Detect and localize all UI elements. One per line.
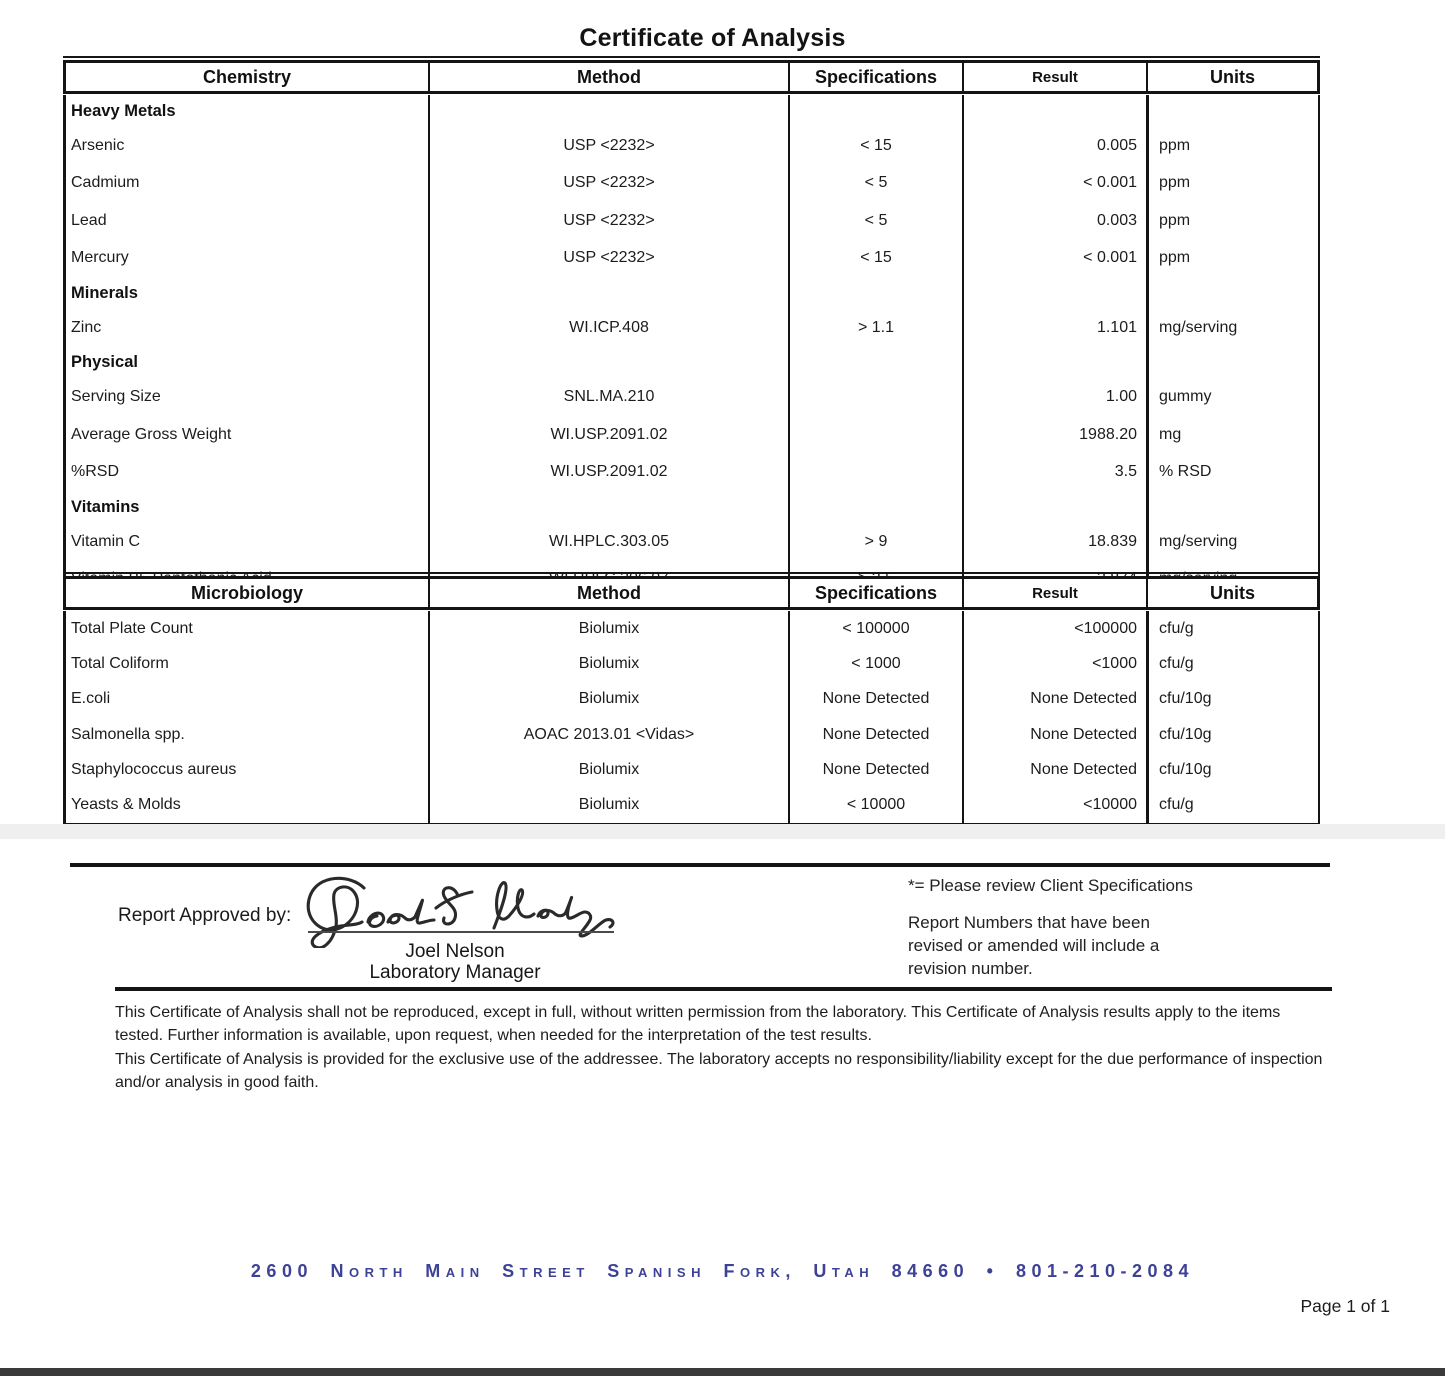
cell-spec: < 1000: [788, 646, 962, 681]
client-specifications-note: *= Please review Client Specifications: [908, 876, 1193, 895]
microbiology-table-body: [63, 611, 1320, 826]
column-header-result: Result: [962, 63, 1146, 91]
cell-method: USP <2232>: [428, 202, 788, 240]
cell-spec: < 15: [788, 127, 962, 165]
column-header-specifications: Specifications: [788, 63, 962, 91]
cell-spec: None Detected: [788, 717, 962, 752]
cell-units: cfu/g: [1146, 787, 1318, 822]
cell-result: < 0.001: [962, 165, 1146, 203]
column-header-method: Method: [428, 579, 788, 607]
column-header-units: Units: [1146, 579, 1317, 607]
cell-spec: [788, 277, 962, 309]
report-approved-by-label: Report Approved by:: [118, 905, 292, 926]
cell-spec: < 100000: [788, 611, 962, 646]
cell-result: [962, 277, 1146, 309]
cell-method: SNL.MA.210: [428, 379, 788, 417]
cell-result: [962, 95, 1146, 127]
cell-result: <100000: [962, 611, 1146, 646]
cell-units: [1146, 277, 1318, 309]
chemistry-table: [63, 56, 1320, 601]
cell-method: [428, 95, 788, 127]
cell-spec: [788, 379, 962, 417]
column-header-chemistry: Chemistry: [202, 66, 292, 87]
cell-spec: > 9: [788, 523, 962, 561]
cell-result: 0.003: [962, 202, 1146, 240]
chemistry-table-header: [63, 60, 1320, 94]
cell-method: AOAC 2013.01 <Vidas>: [428, 717, 788, 752]
table-row: [66, 682, 1318, 717]
cell-units: ppm: [1146, 240, 1318, 278]
cell-analyte: E.coli: [71, 690, 111, 708]
cell-analyte: Salmonella spp.: [71, 725, 185, 743]
disclaimer-paragraph-1: This Certificate of Analysis shall not be reproduced, except in full, without written permission from the laboratory. This Certificate of Analysis results apply to the items tested. Further information is available, upon request, when needed for the interpretation of the test results.: [115, 1004, 1281, 1045]
cell-result: <1000: [962, 646, 1146, 681]
divider-rule: [115, 987, 1332, 991]
scan-artifact-band: [0, 824, 1445, 839]
cell-analyte: Heavy Metals: [71, 101, 176, 120]
cell-analyte: Minerals: [71, 283, 138, 302]
cell-method: [428, 347, 788, 379]
cell-spec: < 5: [788, 202, 962, 240]
cell-spec: < 15: [788, 240, 962, 278]
table-row: [66, 787, 1318, 822]
cell-result: 1.101: [962, 309, 1146, 347]
cell-units: mg: [1146, 416, 1318, 454]
cell-units: cfu/10g: [1146, 752, 1318, 787]
cell-analyte: Staphylococcus aureus: [71, 760, 237, 778]
microbiology-table: [63, 572, 1320, 826]
cell-method: USP <2232>: [428, 165, 788, 203]
microbiology-table-header: [63, 576, 1320, 610]
cell-result: 0.005: [962, 127, 1146, 165]
column-header-specifications: Specifications: [788, 579, 962, 607]
cell-spec: [788, 491, 962, 523]
section-row: [66, 347, 1318, 379]
section-row: [66, 491, 1318, 523]
cell-result: 1988.20: [962, 416, 1146, 454]
revision-note: Report Numbers that have been revised or amended will include a revision number.: [908, 913, 1160, 978]
table-row: [66, 202, 1318, 240]
cell-spec: None Detected: [788, 752, 962, 787]
table-top-rule: [63, 56, 1320, 58]
cell-result: None Detected: [962, 682, 1146, 717]
cell-spec: [788, 454, 962, 492]
cell-result: <10000: [962, 787, 1146, 822]
cell-units: ppm: [1146, 202, 1318, 240]
cell-units: ppm: [1146, 165, 1318, 203]
cell-units: mg/serving: [1146, 309, 1318, 347]
cell-analyte: Zinc: [71, 318, 102, 336]
cell-units: % RSD: [1146, 454, 1318, 492]
cell-method: USP <2232>: [428, 240, 788, 278]
column-header-result: Result: [962, 579, 1146, 607]
scan-edge-bar: [0, 1368, 1445, 1376]
cell-result: 1.00: [962, 379, 1146, 417]
cell-spec: < 10000: [788, 787, 962, 822]
cell-analyte: Cadmium: [71, 174, 140, 192]
table-row: [66, 752, 1318, 787]
cell-spec: [788, 416, 962, 454]
chemistry-table-body: [63, 95, 1320, 601]
table-row: [66, 646, 1318, 681]
cell-spec: None Detected: [788, 682, 962, 717]
cell-units: ppm: [1146, 127, 1318, 165]
cell-method: WI.ICP.408: [428, 309, 788, 347]
table-top-rule: [63, 572, 1320, 574]
cell-result: 3.5: [962, 454, 1146, 492]
table-row: [66, 379, 1318, 417]
cell-method: Biolumix: [428, 611, 788, 646]
disclaimer-text: [115, 1001, 1331, 1094]
section-row: [66, 95, 1318, 127]
cell-method: WI.USP.2091.02: [428, 454, 788, 492]
table-row: [66, 611, 1318, 646]
cell-spec: > 1.1: [788, 309, 962, 347]
cell-analyte: Mercury: [71, 249, 129, 267]
cell-units: [1146, 491, 1318, 523]
table-row: [66, 454, 1318, 492]
column-header-method: Method: [428, 63, 788, 91]
table-row: [66, 240, 1318, 278]
cell-units: cfu/10g: [1146, 717, 1318, 752]
cell-analyte: Vitamins: [71, 497, 140, 516]
page-title: Certificate of Analysis: [579, 24, 846, 52]
cell-analyte: Lead: [71, 211, 107, 229]
cell-spec: [788, 347, 962, 379]
cell-result: None Detected: [962, 752, 1146, 787]
cell-result: [962, 491, 1146, 523]
cell-result: [962, 347, 1146, 379]
cell-method: Biolumix: [428, 787, 788, 822]
cell-units: mg/serving: [1146, 523, 1318, 561]
cell-units: cfu/g: [1146, 611, 1318, 646]
table-row: [66, 717, 1318, 752]
cell-analyte: Total Plate Count: [71, 619, 193, 637]
cell-method: Biolumix: [428, 752, 788, 787]
cell-units: gummy: [1146, 379, 1318, 417]
cell-analyte: Serving Size: [71, 388, 161, 406]
cell-analyte: Arsenic: [71, 136, 125, 154]
column-header-microbiology: Microbiology: [191, 582, 303, 603]
cell-analyte: Vitamin C: [71, 532, 141, 550]
column-header-units: Units: [1146, 63, 1317, 91]
cell-units: [1146, 347, 1318, 379]
cell-result: 18.839: [962, 523, 1146, 561]
cell-analyte: Total Coliform: [71, 654, 169, 672]
section-row: [66, 277, 1318, 309]
table-row: [66, 309, 1318, 347]
table-row: [66, 523, 1318, 561]
cell-units: cfu/g: [1146, 646, 1318, 681]
divider-rule: [70, 863, 1330, 867]
table-row: [66, 416, 1318, 454]
cell-analyte: %RSD: [71, 463, 120, 481]
cell-method: Biolumix: [428, 646, 788, 681]
cell-method: USP <2232>: [428, 127, 788, 165]
cell-method: WI.USP.2091.02: [428, 416, 788, 454]
cell-units: [1146, 95, 1318, 127]
cell-result: None Detected: [962, 717, 1146, 752]
disclaimer-paragraph-2: This Certificate of Analysis is provided for the exclusive use of the addressee. The laboratory accepts no responsibility/liability except for the due performance of inspection and/or analysis in good faith.: [115, 1050, 1323, 1091]
cell-spec: < 5: [788, 165, 962, 203]
approver-title: Laboratory Manager: [369, 962, 541, 983]
table-row: [66, 127, 1318, 165]
cell-spec: [788, 95, 962, 127]
page-number: Page 1 of 1: [1300, 1296, 1390, 1316]
lab-address-footer: 2600 North Main Street Spanish Fork, Utah 84660 • 801-210-2084: [250, 1261, 1195, 1281]
cell-method: [428, 491, 788, 523]
cell-analyte: Physical: [71, 353, 138, 371]
cell-method: Biolumix: [428, 682, 788, 717]
table-row: [66, 165, 1318, 203]
cell-result: < 0.001: [962, 240, 1146, 278]
cell-method: WI.HPLC.303.05: [428, 523, 788, 561]
cell-method: [428, 277, 788, 309]
cell-units: cfu/10g: [1146, 682, 1318, 717]
signature-line: [308, 931, 614, 933]
cell-analyte: Yeasts & Molds: [71, 796, 181, 814]
signature-image: [298, 872, 620, 948]
cell-analyte: Average Gross Weight: [71, 425, 232, 443]
approver-name: Joel Nelson: [405, 941, 505, 962]
